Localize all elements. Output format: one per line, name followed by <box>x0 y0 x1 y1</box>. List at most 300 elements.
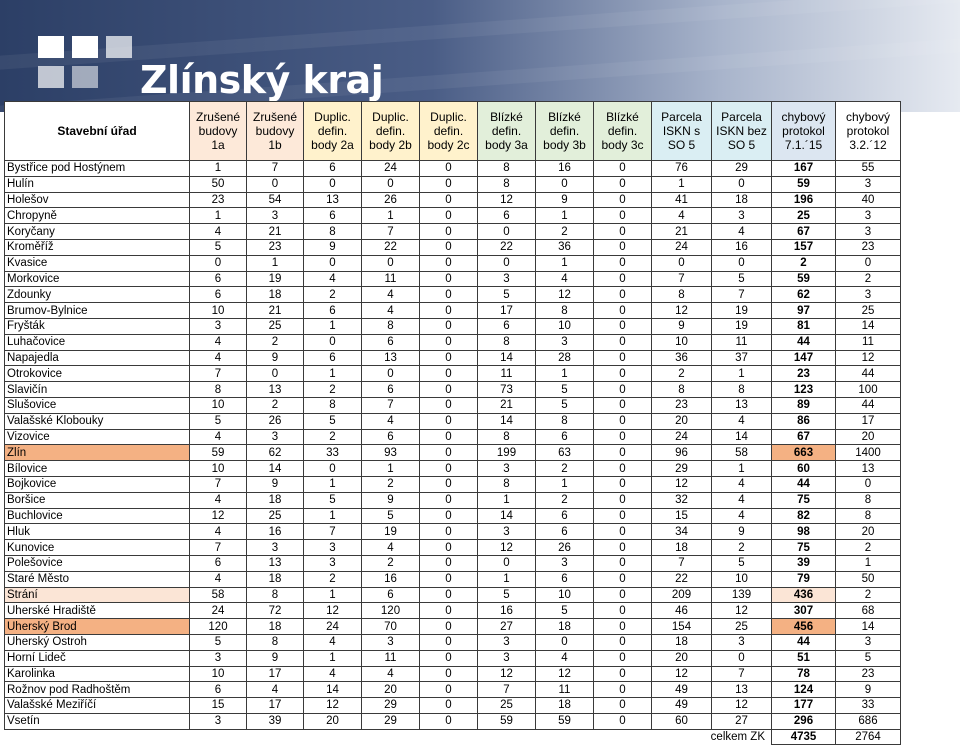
table-row <box>5 619 901 635</box>
table-row <box>5 634 901 650</box>
row-cell: 54 <box>247 192 304 208</box>
row-cell: 24 <box>652 239 712 255</box>
row-office-name: Holešov <box>5 192 190 208</box>
row-office-name: Kunovice <box>5 540 190 556</box>
row-cell: 5 <box>304 413 362 429</box>
row-cell: 0 <box>594 682 652 698</box>
row-cell: 1 <box>247 255 304 271</box>
row-cell: 0 <box>478 224 536 240</box>
row-cell: 0 <box>304 176 362 192</box>
row-cell: 23 <box>247 239 304 255</box>
row-cell: 0 <box>420 350 478 366</box>
row-total-2012: 0 <box>836 476 901 492</box>
row-cell: 0 <box>420 208 478 224</box>
row-cell: 1 <box>536 208 594 224</box>
row-cell: 3 <box>190 713 247 729</box>
row-cell: 22 <box>362 239 420 255</box>
row-cell: 0 <box>594 713 652 729</box>
row-cell: 3 <box>478 271 536 287</box>
row-cell: 26 <box>247 413 304 429</box>
row-cell: 24 <box>362 161 420 177</box>
row-cell: 29 <box>362 713 420 729</box>
grand-total-2012: 2764 <box>836 729 901 745</box>
row-cell: 23 <box>652 397 712 413</box>
row-cell: 4 <box>190 429 247 445</box>
row-cell: 18 <box>247 492 304 508</box>
row-cell: 0 <box>594 508 652 524</box>
row-cell: 5 <box>536 382 594 398</box>
row-total-2015: 60 <box>772 461 836 477</box>
table-row <box>5 682 901 698</box>
row-cell: 4 <box>362 540 420 556</box>
row-cell: 0 <box>594 382 652 398</box>
row-total-2012: 686 <box>836 713 901 729</box>
row-cell: 12 <box>652 666 712 682</box>
row-cell: 0 <box>420 161 478 177</box>
row-total-2015: 39 <box>772 555 836 571</box>
row-office-name: Horní Lideč <box>5 650 190 666</box>
row-total-2012: 20 <box>836 524 901 540</box>
row-cell: 0 <box>420 492 478 508</box>
row-cell: 8 <box>652 287 712 303</box>
row-cell: 8 <box>304 397 362 413</box>
row-cell: 26 <box>362 192 420 208</box>
row-cell: 6 <box>536 524 594 540</box>
row-cell: 1 <box>362 208 420 224</box>
row-cell: 8 <box>478 476 536 492</box>
row-cell: 3 <box>536 334 594 350</box>
table-row <box>5 397 901 413</box>
table-row <box>5 476 901 492</box>
table-row <box>5 382 901 398</box>
row-cell: 13 <box>304 192 362 208</box>
row-cell: 0 <box>594 224 652 240</box>
row-total-2012: 14 <box>836 318 901 334</box>
row-cell: 2 <box>304 571 362 587</box>
row-cell: 5 <box>304 492 362 508</box>
table-row <box>5 429 901 445</box>
row-cell: 36 <box>536 239 594 255</box>
row-cell: 9 <box>247 350 304 366</box>
row-cell: 14 <box>478 350 536 366</box>
table-row <box>5 603 901 619</box>
row-total-2015: 436 <box>772 587 836 603</box>
row-cell: 0 <box>594 540 652 556</box>
row-cell: 1 <box>190 161 247 177</box>
row-cell: 0 <box>304 334 362 350</box>
row-cell: 0 <box>652 255 712 271</box>
table-row <box>5 161 901 177</box>
row-total-2015: 62 <box>772 287 836 303</box>
row-cell: 96 <box>652 445 712 461</box>
row-cell: 10 <box>712 571 772 587</box>
table-row <box>5 255 901 271</box>
row-cell: 4 <box>712 492 772 508</box>
row-cell: 0 <box>536 176 594 192</box>
row-cell: 16 <box>362 571 420 587</box>
row-cell: 76 <box>652 161 712 177</box>
row-office-name: Staré Město <box>5 571 190 587</box>
row-total-2015: 44 <box>772 634 836 650</box>
row-cell: 36 <box>652 350 712 366</box>
row-cell: 13 <box>712 397 772 413</box>
column-header: Blízké defin. body 3c <box>594 102 652 161</box>
row-cell: 18 <box>247 619 304 635</box>
total-label: celkem ZK <box>710 731 765 744</box>
row-cell: 8 <box>536 413 594 429</box>
row-cell: 10 <box>190 461 247 477</box>
data-table-wrapper <box>4 101 900 745</box>
row-cell: 6 <box>304 208 362 224</box>
row-cell: 72 <box>247 603 304 619</box>
row-total-2012: 44 <box>836 397 901 413</box>
row-cell: 12 <box>536 666 594 682</box>
row-cell: 7 <box>190 540 247 556</box>
row-cell: 3 <box>190 318 247 334</box>
row-cell: 25 <box>247 318 304 334</box>
row-cell: 16 <box>536 161 594 177</box>
row-office-name: Slušovice <box>5 397 190 413</box>
row-cell: 0 <box>420 508 478 524</box>
row-cell: 0 <box>478 555 536 571</box>
row-cell: 11 <box>478 366 536 382</box>
row-total-2012: 17 <box>836 413 901 429</box>
row-cell: 0 <box>420 587 478 603</box>
row-cell: 10 <box>536 587 594 603</box>
row-cell: 10 <box>652 334 712 350</box>
column-header: Zrušené budovy 1a <box>190 102 247 161</box>
row-cell: 10 <box>190 666 247 682</box>
row-cell: 3 <box>536 555 594 571</box>
row-cell: 4 <box>536 650 594 666</box>
row-cell: 9 <box>712 524 772 540</box>
row-total-2012: 14 <box>836 619 901 635</box>
row-total-2015: 89 <box>772 397 836 413</box>
row-cell: 6 <box>478 318 536 334</box>
row-cell: 18 <box>536 698 594 714</box>
row-cell: 6 <box>362 334 420 350</box>
row-office-name: Koryčany <box>5 224 190 240</box>
row-total-2012: 12 <box>836 350 901 366</box>
row-cell: 0 <box>420 540 478 556</box>
row-total-2012: 2 <box>836 271 901 287</box>
row-total-2012: 11 <box>836 334 901 350</box>
row-cell: 4 <box>536 271 594 287</box>
row-cell: 7 <box>362 224 420 240</box>
row-office-name: Uherské Hradiště <box>5 603 190 619</box>
row-cell: 0 <box>420 397 478 413</box>
row-cell: 4 <box>190 571 247 587</box>
row-cell: 120 <box>362 603 420 619</box>
row-cell: 3 <box>712 634 772 650</box>
row-office-name: Uherský Brod <box>5 619 190 635</box>
row-cell: 4 <box>362 303 420 319</box>
row-total-2015: 59 <box>772 176 836 192</box>
row-cell: 16 <box>712 239 772 255</box>
row-cell: 13 <box>247 382 304 398</box>
row-cell: 70 <box>362 619 420 635</box>
row-office-name: Buchlovice <box>5 508 190 524</box>
row-cell: 1 <box>304 318 362 334</box>
row-total-2012: 23 <box>836 666 901 682</box>
row-cell: 0 <box>420 429 478 445</box>
row-office-name: Rožnov pod Radhoštěm <box>5 682 190 698</box>
row-cell: 0 <box>594 334 652 350</box>
row-cell: 0 <box>594 239 652 255</box>
table-row <box>5 508 901 524</box>
row-total-2015: 663 <box>772 445 836 461</box>
row-cell: 4 <box>712 413 772 429</box>
row-total-2015: 82 <box>772 508 836 524</box>
row-cell: 199 <box>478 445 536 461</box>
row-cell: 0 <box>712 255 772 271</box>
row-cell: 59 <box>536 713 594 729</box>
row-cell: 12 <box>304 698 362 714</box>
row-cell: 0 <box>594 161 652 177</box>
table-row <box>5 413 901 429</box>
row-total-2015: 67 <box>772 429 836 445</box>
row-cell: 4 <box>190 334 247 350</box>
row-office-name: Brumov-Bylnice <box>5 303 190 319</box>
row-total-2015: 123 <box>772 382 836 398</box>
row-cell: 59 <box>478 713 536 729</box>
row-cell: 6 <box>304 303 362 319</box>
row-cell: 1 <box>536 255 594 271</box>
row-total-2012: 44 <box>836 366 901 382</box>
table-row <box>5 366 901 382</box>
row-cell: 0 <box>362 255 420 271</box>
row-cell: 2 <box>712 540 772 556</box>
row-cell: 0 <box>420 666 478 682</box>
row-cell: 4 <box>190 350 247 366</box>
row-cell: 4 <box>362 287 420 303</box>
row-office-name: Vsetín <box>5 713 190 729</box>
row-cell: 0 <box>594 461 652 477</box>
row-cell: 8 <box>304 224 362 240</box>
column-header: Duplic. defin. body 2c <box>420 102 478 161</box>
row-cell: 3 <box>478 650 536 666</box>
row-total-2015: 167 <box>772 161 836 177</box>
row-cell: 209 <box>652 587 712 603</box>
row-cell: 1 <box>712 461 772 477</box>
row-total-2015: 59 <box>772 271 836 287</box>
row-cell: 5 <box>712 555 772 571</box>
row-cell: 154 <box>652 619 712 635</box>
row-cell: 24 <box>304 619 362 635</box>
row-cell: 18 <box>652 634 712 650</box>
row-cell: 63 <box>536 445 594 461</box>
row-cell: 0 <box>594 492 652 508</box>
row-cell: 0 <box>420 698 478 714</box>
row-cell: 8 <box>652 382 712 398</box>
table-row <box>5 524 901 540</box>
row-cell: 12 <box>652 476 712 492</box>
row-cell: 12 <box>190 508 247 524</box>
row-cell: 34 <box>652 524 712 540</box>
row-cell: 17 <box>478 303 536 319</box>
row-cell: 6 <box>190 555 247 571</box>
row-cell: 9 <box>536 192 594 208</box>
row-cell: 0 <box>594 208 652 224</box>
row-office-name: Slavičín <box>5 382 190 398</box>
row-cell: 0 <box>594 287 652 303</box>
row-cell: 46 <box>652 603 712 619</box>
row-office-name: Luhačovice <box>5 334 190 350</box>
column-header: Stavební úřad <box>5 102 190 161</box>
row-total-2015: 177 <box>772 698 836 714</box>
row-cell: 2 <box>652 366 712 382</box>
row-cell: 0 <box>594 413 652 429</box>
row-cell: 2 <box>304 429 362 445</box>
row-cell: 1 <box>712 366 772 382</box>
row-cell: 5 <box>712 271 772 287</box>
row-cell: 21 <box>247 224 304 240</box>
row-cell: 120 <box>190 619 247 635</box>
error-statistics-table <box>4 101 901 745</box>
row-cell: 29 <box>362 698 420 714</box>
row-cell: 6 <box>304 350 362 366</box>
row-cell: 9 <box>247 650 304 666</box>
table-header-row <box>5 102 901 161</box>
row-total-2015: 75 <box>772 540 836 556</box>
row-total-2012: 13 <box>836 461 901 477</box>
row-cell: 3 <box>478 634 536 650</box>
row-cell: 0 <box>304 461 362 477</box>
row-cell: 14 <box>478 413 536 429</box>
table-row <box>5 192 901 208</box>
row-total-2012: 8 <box>836 492 901 508</box>
row-total-2015: 25 <box>772 208 836 224</box>
row-cell: 5 <box>190 413 247 429</box>
row-total-2015: 196 <box>772 192 836 208</box>
header-banner <box>0 0 960 112</box>
row-cell: 0 <box>594 429 652 445</box>
row-cell: 4 <box>304 271 362 287</box>
row-total-2012: 20 <box>836 429 901 445</box>
row-cell: 0 <box>420 413 478 429</box>
row-cell: 5 <box>478 287 536 303</box>
column-header: Parcela ISKN s SO 5 <box>652 102 712 161</box>
row-cell: 2 <box>304 382 362 398</box>
row-cell: 4 <box>712 508 772 524</box>
row-cell: 7 <box>478 682 536 698</box>
row-total-2012: 55 <box>836 161 901 177</box>
row-cell: 7 <box>190 366 247 382</box>
table-body <box>5 161 901 745</box>
row-cell: 25 <box>712 619 772 635</box>
table-row <box>5 571 901 587</box>
row-cell: 9 <box>247 476 304 492</box>
row-cell: 18 <box>536 619 594 635</box>
row-cell: 16 <box>247 524 304 540</box>
table-row <box>5 666 901 682</box>
row-cell: 0 <box>594 555 652 571</box>
row-cell: 19 <box>712 318 772 334</box>
row-cell: 0 <box>594 350 652 366</box>
row-cell: 10 <box>190 303 247 319</box>
row-cell: 4 <box>190 224 247 240</box>
row-cell: 20 <box>304 713 362 729</box>
row-cell: 0 <box>594 571 652 587</box>
row-cell: 12 <box>478 192 536 208</box>
row-cell: 0 <box>594 445 652 461</box>
row-cell: 19 <box>362 524 420 540</box>
row-cell: 2 <box>536 492 594 508</box>
row-cell: 5 <box>362 508 420 524</box>
row-cell: 0 <box>420 571 478 587</box>
row-cell: 25 <box>247 508 304 524</box>
row-cell: 0 <box>190 255 247 271</box>
row-cell: 0 <box>362 176 420 192</box>
row-cell: 0 <box>420 603 478 619</box>
row-cell: 14 <box>247 461 304 477</box>
row-cell: 24 <box>652 429 712 445</box>
row-total-2015: 456 <box>772 619 836 635</box>
row-total-2012: 33 <box>836 698 901 714</box>
row-cell: 10 <box>190 397 247 413</box>
table-row <box>5 650 901 666</box>
row-total-2012: 68 <box>836 603 901 619</box>
row-cell: 1 <box>304 476 362 492</box>
table-row <box>5 271 901 287</box>
row-cell: 5 <box>190 239 247 255</box>
row-cell: 1 <box>362 461 420 477</box>
row-cell: 0 <box>420 650 478 666</box>
row-cell: 12 <box>536 287 594 303</box>
row-cell: 13 <box>362 350 420 366</box>
row-total-2015: 98 <box>772 524 836 540</box>
table-row <box>5 208 901 224</box>
row-cell: 4 <box>362 413 420 429</box>
row-cell: 0 <box>420 255 478 271</box>
row-cell: 0 <box>247 176 304 192</box>
row-cell: 24 <box>190 603 247 619</box>
row-cell: 2 <box>304 287 362 303</box>
row-total-2012: 3 <box>836 287 901 303</box>
table-row <box>5 287 901 303</box>
row-cell: 18 <box>712 192 772 208</box>
row-cell: 8 <box>247 634 304 650</box>
row-cell: 8 <box>478 161 536 177</box>
row-cell: 14 <box>712 429 772 445</box>
row-cell: 139 <box>712 587 772 603</box>
table-row <box>5 587 901 603</box>
row-cell: 2 <box>362 476 420 492</box>
row-cell: 0 <box>420 382 478 398</box>
row-cell: 4 <box>652 208 712 224</box>
row-cell: 3 <box>304 540 362 556</box>
row-cell: 60 <box>652 713 712 729</box>
row-cell: 7 <box>652 271 712 287</box>
row-office-name: Boršice <box>5 492 190 508</box>
row-cell: 8 <box>478 176 536 192</box>
row-total-2012: 0 <box>836 255 901 271</box>
row-cell: 4 <box>190 524 247 540</box>
row-cell: 4 <box>190 492 247 508</box>
row-cell: 0 <box>594 650 652 666</box>
logo-icon <box>38 36 134 92</box>
row-office-name: Strání <box>5 587 190 603</box>
row-total-2015: 2 <box>772 255 836 271</box>
table-row <box>5 239 901 255</box>
row-cell: 9 <box>362 492 420 508</box>
row-cell: 17 <box>247 666 304 682</box>
row-cell: 7 <box>712 287 772 303</box>
row-cell: 6 <box>478 208 536 224</box>
row-cell: 58 <box>190 587 247 603</box>
row-total-2012: 8 <box>836 508 901 524</box>
row-cell: 6 <box>362 429 420 445</box>
